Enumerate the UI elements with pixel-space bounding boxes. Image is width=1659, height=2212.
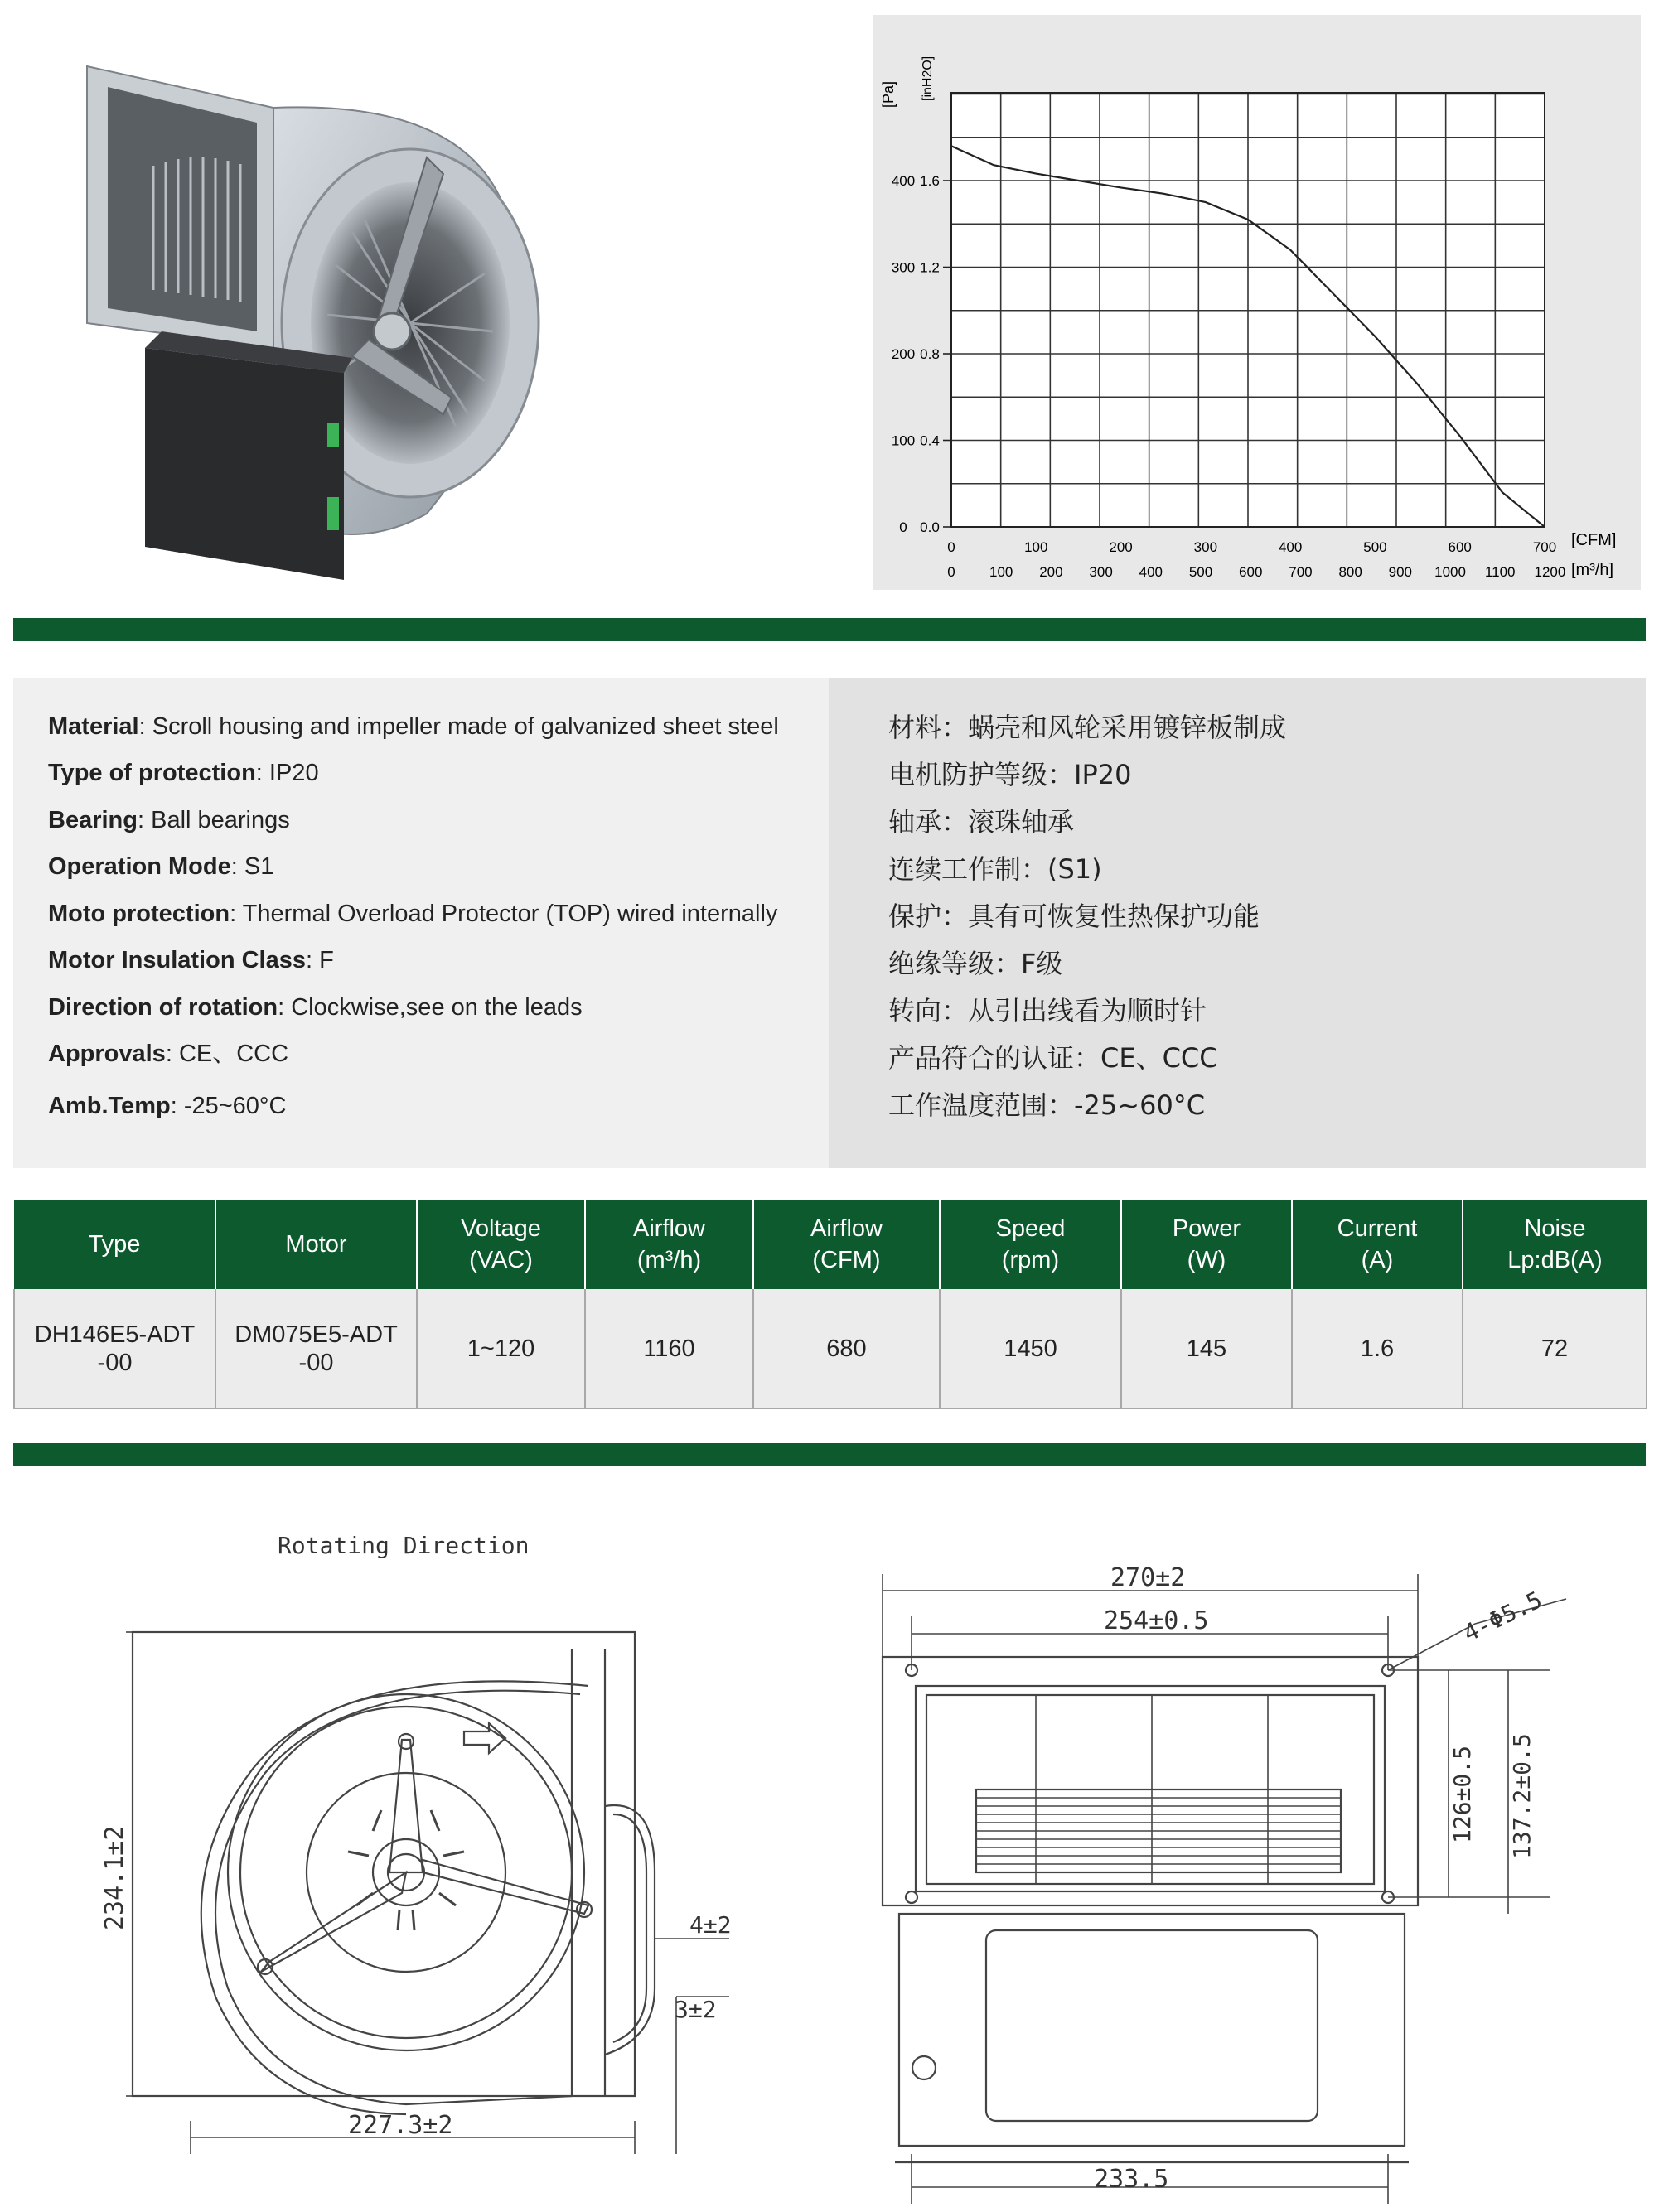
x-tick-label-m3h: 1000 <box>1434 564 1466 580</box>
spec-label: Approvals <box>48 1041 166 1067</box>
spec-value: : Clockwise,see on the leads <box>278 994 583 1021</box>
table-header-text: (W) <box>1187 1247 1226 1273</box>
spec-label: Type of protection <box>48 760 256 786</box>
spec-row-en <box>48 993 583 1021</box>
spec-label: Amb.Temp <box>48 1093 171 1119</box>
table-header-cell <box>585 1200 753 1289</box>
spec-row-en <box>48 852 273 881</box>
y-axis-label-primary: [Pa] <box>880 80 897 108</box>
table-header-cell <box>753 1200 940 1289</box>
spec-row-en <box>48 946 334 974</box>
y-tick-label-pa: 100 <box>891 432 916 449</box>
dimension-gap-a: 4±2 <box>689 1911 732 1939</box>
x-tick-label-cfm: 200 <box>1109 539 1133 555</box>
dimension-width: 227.3±2 <box>348 2111 453 2140</box>
x-tick-label-m3h: 600 <box>1239 564 1263 580</box>
table-row <box>14 1289 1647 1408</box>
table-header-text: Noise <box>1524 1215 1586 1242</box>
table-cell <box>1292 1289 1463 1408</box>
spec-row-en <box>48 806 290 834</box>
spec-row-cn: 电机防护等级：IP20 <box>888 759 1132 790</box>
table-header-text: Lp:dB(A) <box>1507 1247 1603 1273</box>
table-header-text: (VAC) <box>469 1247 533 1273</box>
table-header-text: Speed <box>995 1215 1066 1242</box>
section-divider-bottom <box>13 1443 1646 1466</box>
dimension-bottom-width: 233.5 <box>1094 2165 1169 2194</box>
x-tick-label-m3h: 800 <box>1338 564 1362 580</box>
x-tick-label-cfm: 0 <box>947 539 955 555</box>
dimension-outer-width: 270±2 <box>1110 1563 1186 1592</box>
table-cell-text: 145 <box>1186 1335 1227 1362</box>
table-cell-text: 680 <box>826 1335 867 1362</box>
spec-row-cn: 产品符合的认证：CE、CCC <box>888 1042 1218 1074</box>
table-cell-text: -00 <box>298 1349 334 1376</box>
table-cell <box>940 1289 1121 1408</box>
x-tick-label-cfm: 100 <box>1024 539 1048 555</box>
table-header-cell <box>1292 1200 1463 1289</box>
table-cell-text: -00 <box>97 1349 133 1376</box>
x-tick-label-m3h: 100 <box>989 564 1013 580</box>
table-header-cell <box>14 1200 215 1289</box>
performance-chart <box>873 15 1641 590</box>
x-tick-label-m3h: 200 <box>1039 564 1063 580</box>
y-axis-label-secondary: [inH2O] <box>921 56 935 101</box>
spec-value: : -25~60°C <box>170 1093 287 1119</box>
table-cell <box>215 1289 417 1408</box>
table-header-text: Current <box>1337 1215 1418 1242</box>
table-cell <box>417 1289 585 1408</box>
spec-label: Moto protection <box>48 901 230 927</box>
spec-value: : IP20 <box>255 760 319 786</box>
table-header-text: Type <box>88 1231 141 1258</box>
spec-label: Motor Insulation Class <box>48 947 306 973</box>
x-tick-label-cfm: 700 <box>1532 539 1557 555</box>
spec-row-en <box>48 1040 288 1068</box>
specifications-panel <box>13 678 1646 1168</box>
y-tick-label-inh2o: 0.0 <box>920 519 940 535</box>
table-cell <box>14 1289 215 1408</box>
y-tick-label-pa: 200 <box>891 346 916 362</box>
y-tick-label-inh2o: 1.2 <box>920 259 940 276</box>
y-tick-label-pa: 300 <box>891 259 916 276</box>
x-tick-label-cfm: 400 <box>1278 539 1303 555</box>
specifications-chinese <box>829 678 1646 1168</box>
spec-value: : Ball bearings <box>137 807 290 833</box>
spec-label: Material <box>48 713 139 740</box>
table-header-cell <box>215 1200 417 1289</box>
x-tick-label-m3h: 400 <box>1139 564 1163 580</box>
spec-value: : F <box>305 947 334 973</box>
dimension-gap-b: 3±2 <box>675 1996 717 2023</box>
table-header-text: (rpm) <box>1001 1247 1060 1273</box>
table-cell-text: DM075E5-ADT <box>235 1321 398 1348</box>
x-tick-label-cfm: 300 <box>1193 539 1218 555</box>
side-view-drawing <box>75 1524 738 2187</box>
x-axis-label-secondary: [m³/h] <box>1571 561 1614 579</box>
x-tick-label-cfm: 600 <box>1448 539 1472 555</box>
table-header-text: Airflow <box>632 1215 705 1242</box>
x-tick-label-m3h: 1100 <box>1484 564 1516 580</box>
table-cell-text: DH146E5-ADT <box>34 1321 196 1348</box>
table-header-text: Power <box>1172 1215 1241 1242</box>
table-cell-text: 72 <box>1540 1335 1569 1362</box>
specification-table <box>13 1200 1647 1409</box>
table-cell-text: 1~120 <box>467 1335 535 1362</box>
spec-label: Direction of rotation <box>48 994 278 1021</box>
x-tick-label-m3h: 900 <box>1388 564 1413 580</box>
table-header-text: (m³/h) <box>636 1247 702 1273</box>
spec-row-en <box>48 1092 286 1120</box>
table-cell-text: 1.6 <box>1360 1335 1395 1362</box>
front-view-drawing <box>862 1524 1657 2212</box>
x-tick-label-m3h: 300 <box>1089 564 1113 580</box>
dimension-height: 234.1±2 <box>100 1825 129 1930</box>
blower-photo <box>79 50 709 580</box>
table-cell-text: 1450 <box>1004 1335 1057 1362</box>
rotating-direction-title: Rotating Direction <box>278 1532 530 1559</box>
dimension-height-2: 137.2±0.5 <box>1508 1733 1536 1859</box>
table-header-cell <box>1121 1200 1292 1289</box>
front-dimension-lines <box>883 1574 1566 2204</box>
y-tick-label-pa: 0 <box>899 519 907 535</box>
table-header-text: (CFM) <box>812 1247 881 1273</box>
spec-label: Bearing <box>48 807 138 833</box>
x-tick-label-m3h: 700 <box>1289 564 1313 580</box>
table-cell-text: 1160 <box>643 1335 695 1362</box>
table-header-cell <box>940 1200 1121 1289</box>
x-tick-label-cfm: 500 <box>1363 539 1387 555</box>
y-tick-label-inh2o: 0.8 <box>920 346 940 362</box>
spec-row-cn: 轴承：滚珠轴承 <box>888 806 1075 838</box>
y-tick-label-inh2o: 0.4 <box>920 432 940 449</box>
spec-label: Operation Mode <box>48 853 231 880</box>
table-header-text: Motor <box>285 1231 347 1258</box>
spec-value: : S1 <box>230 853 274 880</box>
dimension-height-1: 126±0.5 <box>1449 1745 1476 1843</box>
dimension-holes: 4-Φ5.5 <box>1458 1586 1546 1648</box>
spec-row-cn: 绝缘等级：F级 <box>888 948 1063 979</box>
spec-row-cn: 保护：具有可恢复性热保护功能 <box>888 901 1260 932</box>
x-tick-label-m3h: 1200 <box>1534 564 1566 580</box>
table-header-cell <box>417 1200 585 1289</box>
spec-row-en <box>48 759 319 787</box>
table-cell <box>1463 1289 1647 1408</box>
spec-row-cn: 材料：蜗壳和风轮采用镀锌板制成 <box>888 712 1287 743</box>
x-tick-label-m3h: 0 <box>947 564 955 580</box>
spec-row-en <box>48 900 777 928</box>
table-header-text: Airflow <box>810 1215 883 1242</box>
spec-value: : Scroll housing and impeller made of galvanized sheet steel <box>138 713 779 740</box>
x-tick-label-m3h: 500 <box>1188 564 1213 580</box>
spec-row-en <box>48 712 779 741</box>
specifications-english <box>13 678 829 1168</box>
front-outline <box>883 1657 1418 2162</box>
spec-row-cn: 连续工作制：(S1) <box>888 853 1102 885</box>
section-divider-top <box>13 618 1646 641</box>
table-header-cell <box>1463 1200 1647 1289</box>
table-header-text: (A) <box>1361 1247 1394 1273</box>
x-axis-label-primary: [CFM] <box>1571 531 1617 549</box>
table-cell <box>585 1289 753 1408</box>
spec-value: : CE、CCC <box>165 1041 289 1067</box>
table-cell <box>1121 1289 1292 1408</box>
spec-row-cn: 工作温度范围：-25~60°C <box>888 1089 1206 1121</box>
table-cell <box>753 1289 940 1408</box>
spec-row-cn: 转向：从引出线看为顺时针 <box>888 995 1207 1026</box>
dimension-inner-width: 254±0.5 <box>1104 1606 1209 1635</box>
y-tick-label-pa: 400 <box>891 173 916 189</box>
y-tick-label-inh2o: 1.6 <box>920 173 940 189</box>
table-header-row <box>14 1200 1647 1289</box>
spec-value: : Thermal Overload Protector (TOP) wired internally <box>230 901 778 927</box>
table-header-text: Voltage <box>461 1215 541 1242</box>
housing-outline <box>133 1632 655 2114</box>
